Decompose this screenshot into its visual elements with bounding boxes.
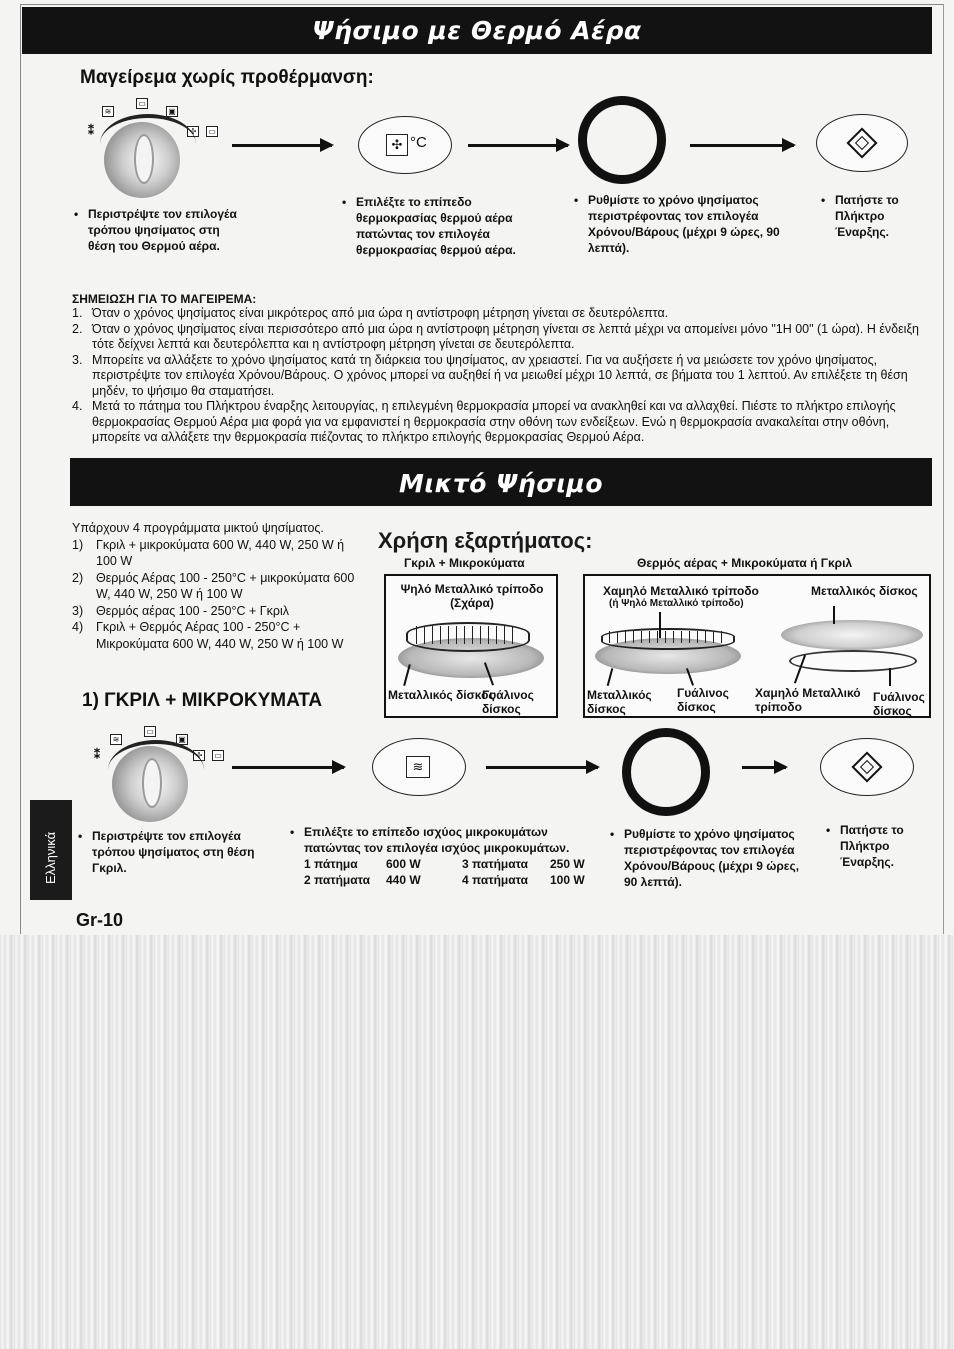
time-weight-dial[interactable] <box>578 96 666 184</box>
cooking-mode-dial[interactable] <box>104 122 180 198</box>
accessory-col-hotair: Θερμός αέρας + Μικροκύματα ή Γκριλ <box>637 556 853 570</box>
leader-line <box>659 612 661 638</box>
start-button[interactable] <box>816 114 908 172</box>
dial-knob <box>142 758 162 808</box>
heading-grill-microwave: 1) ΓΚΡΙΛ + ΜΙΚΡΟΚΥΜΑΤΑ <box>82 690 323 711</box>
program-item: 2) Θερμός Αέρας 100 - 250°C + μικροκύματα 600 W, 440 W, 250 W ή 100 W <box>72 570 355 601</box>
grill-step4-instruction: • Πατήστε το Πλήκτρο Έναρξης. <box>826 823 904 869</box>
note-item: 4. Μετά το πάτημα του Πλήκτρου έναρξης λειτουργίας, η επιλεγμένη θερμοκρασία μπορεί να ανακληθεί και να αλλαχθεί. Πιέστε το πλήκτρο επιλογής θερμοκρασίας Θερμού Αέρα μια φορά για να εμφανιστεί η θερμοκρασία στην οθόνη των ενδείξεων. Ενώ η θερμοκρασία ανακαλείται στην οθόνη, μπορείτε να αλλάξετε την θερμοκρασία πιέζοντας το πλήκτρο επιλογής θερμοκρασίας Θερμού Αέρα. <box>72 399 896 444</box>
label-glass-tray-right: Γυάλινος δίσκος <box>873 690 925 718</box>
fan-icon: ✣ <box>386 134 408 156</box>
step2-instruction: • Επιλέξτε το επίπεδο θερμοκρασίας θερμού αέρα πατώντας τον επιλογέα θερμοκρασίας θερμού αέρα. <box>342 195 516 257</box>
notes-title: ΣΗΜΕΙΩΣΗ ΓΙΑ ΤΟ ΜΑΓΕΙΡΕΜΑ: <box>72 292 257 306</box>
heading-no-preheat: Μαγείρεμα χωρίς προθέρμανση: <box>80 67 374 88</box>
grill-mode-icon: ≋ <box>110 734 122 745</box>
page-number: Gr-10 <box>76 910 124 930</box>
degree-label: °C <box>410 134 427 151</box>
start-icon <box>853 753 881 781</box>
grill-step3-instruction: • Ρυθμίστε το χρόνο ψησίματος περιστρέφοντας τον επιλογέα Χρόνου/Βάρους (μέχρι 9 ώρες, 90 λεπτά). <box>610 827 800 889</box>
defrost-symbol-icon: ⁑ <box>94 748 100 762</box>
arrow-right-icon <box>742 766 786 769</box>
power-value: 100 W <box>550 872 585 887</box>
press-count: 2 πατήματα <box>304 872 371 887</box>
press-count: 1 πάτημα <box>304 856 358 871</box>
dial-knob <box>134 134 154 184</box>
start-button[interactable] <box>820 738 914 796</box>
step3-instruction: • Ρυθμίστε το χρόνο ψησίματος περιστρέφοντας τον επιλογέα Χρόνου/Βάρους (μέχρι 9 ώρες, 90 λεπτά). <box>574 193 780 255</box>
combi-mode-icon: ▣ <box>176 734 188 745</box>
step1-instruction: • Περιστρέψτε τον επιλογέα τρόπου ψησίματος στη θέση του Θερμού αέρα. <box>74 207 237 253</box>
programs-list <box>72 520 364 652</box>
arrow-right-icon <box>468 144 568 147</box>
heading-accessory-use: Χρήση εξαρτήματος: <box>378 528 593 553</box>
fan-mode-icon: ✣ <box>187 126 199 137</box>
rack-bars <box>609 631 727 643</box>
program-item: 1) Γκριλ + μικροκύματα 600 W, 440 W, 250 W ή 100 W <box>72 537 345 568</box>
label-low-rack-bottom: Χαμηλό Μεταλλικό τρίποδο <box>755 686 861 714</box>
power-value: 600 W <box>386 856 421 871</box>
time-weight-dial[interactable] <box>622 728 710 816</box>
power-value: 440 W <box>386 872 421 887</box>
accessory-col-grill-micro: Γκριλ + Μικροκύματα <box>404 556 525 570</box>
banner-combination: Μικτό Ψήσιμο <box>70 458 932 506</box>
arrow-right-icon <box>486 766 598 769</box>
power-level-table <box>304 856 585 888</box>
defrost-symbol-icon: ⁑ <box>88 124 94 138</box>
program-item: 4) Γκριλ + Θερμός Αέρας 100 - 250°C + Μικροκύματα 600 W, 440 W, 250 W ή 100 W <box>72 620 344 651</box>
metal-tray-image-right <box>781 620 923 650</box>
arrow-right-icon <box>232 144 332 147</box>
grill-mode-icon: ≋ <box>102 106 114 117</box>
leader-line <box>833 606 835 624</box>
power-value: 250 W <box>550 856 585 871</box>
label-or-high-rack: (ή Ψηλό Μεταλλικό τρίποδο) <box>609 598 744 609</box>
combi-mode-icon: ▣ <box>166 106 178 117</box>
label-metal-tray: Μεταλλικός δίσκος <box>388 688 495 702</box>
power-row <box>304 872 585 888</box>
microwave-power-icon: ≋ <box>406 756 430 778</box>
label-metal-tray: Μεταλλικός δίσκος <box>587 688 652 716</box>
cooking-mode-dial[interactable] <box>112 746 188 822</box>
press-count: 3 πατήματα <box>462 856 529 871</box>
note-item: 3. Μπορείτε να αλλάξετε το χρόνο ψησίματος κατά τη διάρκεια του ψησίματος, αν χρειαστεί. Για να αυξήσετε ή να μειώσετε τον χρόνο ψησίματος, περιστρέψτε τον επιλογέα Χρόνου/Βάρους. Ο χρόνος μπορεί να αυξηθεί ή να μειωθεί μέχρι 10 λεπτά, σε βήματα του 1 λεπτού. Αν επιλέξετε τη θέση μηδέν, το ψήσιμο θα σταματήσει. <box>72 352 908 398</box>
grill-step2-instruction: • Επιλέξτε το επίπεδο ισχύος μικροκυμάτων πατώντας τον επιλογέα ισχύος μικροκυμάτων. <box>290 825 570 855</box>
glass-tray-image <box>789 650 917 672</box>
microwave-mode-icon: ▭ <box>144 726 156 737</box>
microwave-mode-icon: ▭ <box>136 98 148 109</box>
accessory-box-high-rack: Ψηλό Μεταλλικό τρίποδο (Σχάρα) Μεταλλικός δίσκος Γυάλινος δίσκος <box>384 574 558 718</box>
leader-line <box>403 664 410 686</box>
note-item: 1. Όταν ο χρόνος ψησίματος είναι μικρότερος από μια ώρα η αντίστροφη μέτρηση γίνεται σε δευτερόλεπτα. <box>72 306 669 320</box>
leader-line <box>889 668 891 686</box>
step4-instruction: • Πατήστε το Πλήκτρο Έναρξης. <box>821 193 899 239</box>
arrow-right-icon <box>690 144 794 147</box>
fan-combi-mode-icon: ▭ <box>206 126 218 137</box>
language-tab: Ελληνικά <box>30 800 72 900</box>
programs-intro: Υπάρχουν 4 προγράμματα μικτού ψησίματος. <box>72 521 324 535</box>
notes-list <box>72 306 930 446</box>
label-metal-tray-right: Μεταλλικός δίσκος <box>811 584 918 598</box>
note-item: 2. Όταν ο χρόνος ψησίματος είναι περισσότερο από μια ώρα η αντίστροφη μέτρηση γίνεται σε λεπτά μέχρι να απομείνει μόνο "1H 00" (1 ώρα). Η ένδειξη τότε δείχνει λεπτά και δευτερόλεπτα και η αντίστροφη μέτρηση γίνεται σε δευτερόλεπτα. <box>72 321 919 351</box>
label-glass-tray: Γυάλινος δίσκος <box>677 686 729 714</box>
arrow-right-icon <box>232 766 344 769</box>
grill-step1-instruction: • Περιστρέψτε τον επιλογέα τρόπου ψησίματος στη θέση Γκριλ. <box>78 829 255 875</box>
leader-line <box>607 668 613 686</box>
power-row <box>304 856 585 872</box>
label-low-rack: Χαμηλό Μεταλλικό τρίποδο <box>603 584 759 598</box>
fan-mode-icon: ✣ <box>193 750 205 761</box>
scan-artifact-area <box>0 935 954 1349</box>
program-item: 3) Θερμός αέρας 100 - 250°C + Γκριλ <box>72 603 290 618</box>
press-count: 4 πατήματα <box>462 872 529 887</box>
accessory-box-low-rack <box>583 574 931 718</box>
fan-combi-mode-icon: ▭ <box>212 750 224 761</box>
label-glass-tray: Γυάλινος δίσκος <box>482 688 534 716</box>
page-right-edge <box>943 4 944 934</box>
banner-hot-air: Ψήσιμο με Θερμό Αέρα <box>22 7 932 54</box>
rack-bars <box>416 626 520 644</box>
start-icon <box>848 129 876 157</box>
